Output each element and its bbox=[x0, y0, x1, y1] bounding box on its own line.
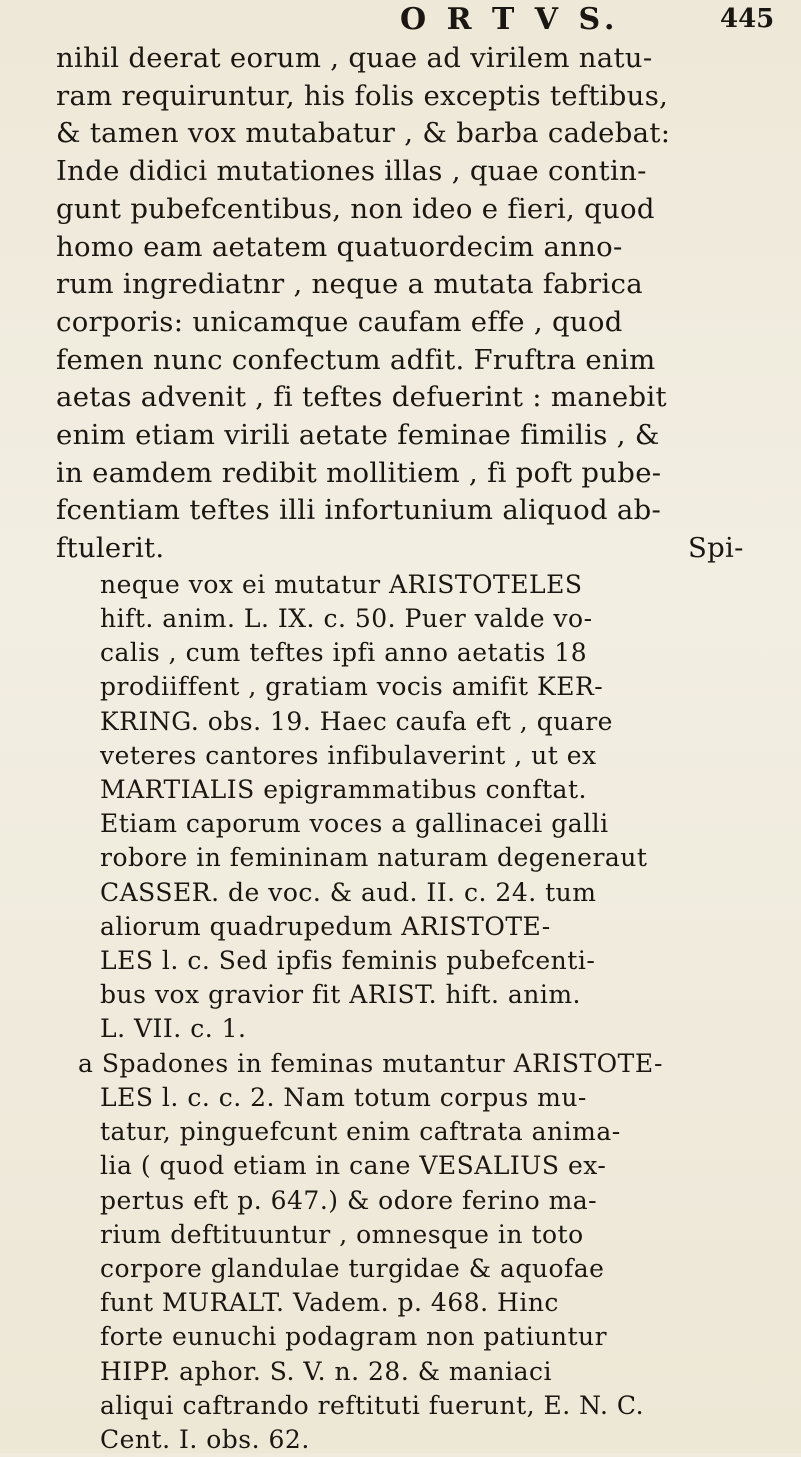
text-line: nihil deerat eorum , quae ad virilem natu- bbox=[56, 42, 653, 74]
footnote-line: Etiam caporum voces a gallinacei galli bbox=[100, 809, 609, 839]
footnote-b bbox=[56, 1047, 776, 1457]
footnote-line: robore in femininam naturam degeneraut bbox=[100, 843, 648, 873]
footnote-line: LES l. c. c. 2. Nam totum corpus mu- bbox=[100, 1082, 587, 1112]
footnote-line bbox=[56, 1047, 776, 1081]
main-body-text bbox=[56, 40, 776, 1457]
footnote-line: prodiiffent , gratiam vocis amifit KER- bbox=[100, 672, 604, 702]
footnote-line: bus vox gravior fit ARIST. hift. anim. bbox=[100, 980, 581, 1010]
text-line: corporis: unicamque caufam effe , quod bbox=[56, 305, 623, 338]
page-header bbox=[0, 2, 801, 42]
text-line: enim etiam virili aetate feminae fimilis , & bbox=[56, 419, 660, 452]
footnote-line: forte eunuchi podagram non patiuntur bbox=[100, 1322, 608, 1352]
main-paragraph bbox=[56, 40, 776, 568]
text-line: aetas advenit , fi teftes defuerint : manebit bbox=[56, 381, 667, 414]
footnote-line: calis , cum teftes ipfi anno aetatis 18 bbox=[100, 638, 588, 668]
footnote-line: KRING. obs. 19. Haec caufa eft , quare bbox=[100, 706, 613, 736]
text-line: gunt pubefcentibus, non ideo e fieri, quod bbox=[56, 192, 655, 225]
text-line: femen nunc confectum adfit. Fruftra enim bbox=[56, 343, 656, 376]
footnote-line: corpore glandulae turgidae & aquofae bbox=[100, 1253, 605, 1283]
footnote-marker-a: a bbox=[78, 1048, 94, 1078]
footnote-marker-spi: Spi- bbox=[688, 532, 744, 565]
page-number: 445 bbox=[720, 4, 775, 34]
text-line: & tamen vox mutabatur , & barba cadebat: bbox=[56, 117, 671, 150]
footnote-line: pertus eft p. 647.) & odore ferino ma- bbox=[100, 1185, 598, 1215]
footnote-line: aliorum quadrupedum ARISTOTE- bbox=[100, 911, 551, 941]
footnote-a bbox=[56, 568, 776, 1047]
footnote-line: funt MURALT. Vadem. p. 468. Hinc bbox=[100, 1288, 559, 1318]
text-line: rum ingrediatnr , neque a mutata fabrica bbox=[56, 268, 643, 301]
footnote-line: L. VII. c. 1. bbox=[100, 1014, 247, 1044]
footnote-line: rium deftituuntur , omnesque in toto bbox=[100, 1219, 584, 1249]
text-line: ram requiruntur, his folis exceptis teftibus, bbox=[56, 79, 669, 112]
footnote-line: Cent. I. obs. 62. bbox=[100, 1424, 310, 1454]
footnote-line: tatur, pinguefcunt enim caftrata anima- bbox=[100, 1117, 621, 1147]
text-line: in eamdem redibit mollitiem , fi poft pube- bbox=[56, 456, 662, 489]
footnote-line: HIPP. aphor. S. V. n. 28. & maniaci bbox=[100, 1356, 553, 1386]
footnote-line: MARTIALIS epigrammatibus conftat. bbox=[100, 775, 587, 805]
footnote-line: lia ( quod etiam in cane VESALIUS ex- bbox=[100, 1151, 607, 1181]
footnote-line: veteres cantores infibulaverint , ut ex bbox=[100, 740, 597, 770]
text-line: Inde didici mutationes illas , quae contin- bbox=[56, 155, 647, 188]
text-line bbox=[56, 530, 776, 568]
text-line: homo eam aetatem quatuordecim anno- bbox=[56, 230, 623, 263]
footnote-line: neque vox ei mutatur ARISTOTELES bbox=[100, 569, 583, 599]
footnote-line: hift. anim. L. IX. c. 50. Puer valde vo- bbox=[100, 604, 593, 634]
footnote-line: CASSER. de voc. & aud. II. c. 24. tum bbox=[100, 877, 597, 907]
text-line-content: ftulerit. bbox=[56, 532, 165, 565]
footnote-line-content: Spadones in feminas mutantur ARISTOTE- bbox=[101, 1048, 663, 1078]
footnote-line: LES l. c. Sed ipfis feminis pubefcenti- bbox=[100, 946, 596, 976]
text-line: fcentiam teftes illi infortunium aliquod ab- bbox=[56, 494, 662, 527]
footnote-line: aliqui caftrando reftituti fuerunt, E. N. C. bbox=[100, 1390, 645, 1420]
running-head: O R T V S. bbox=[400, 2, 620, 37]
